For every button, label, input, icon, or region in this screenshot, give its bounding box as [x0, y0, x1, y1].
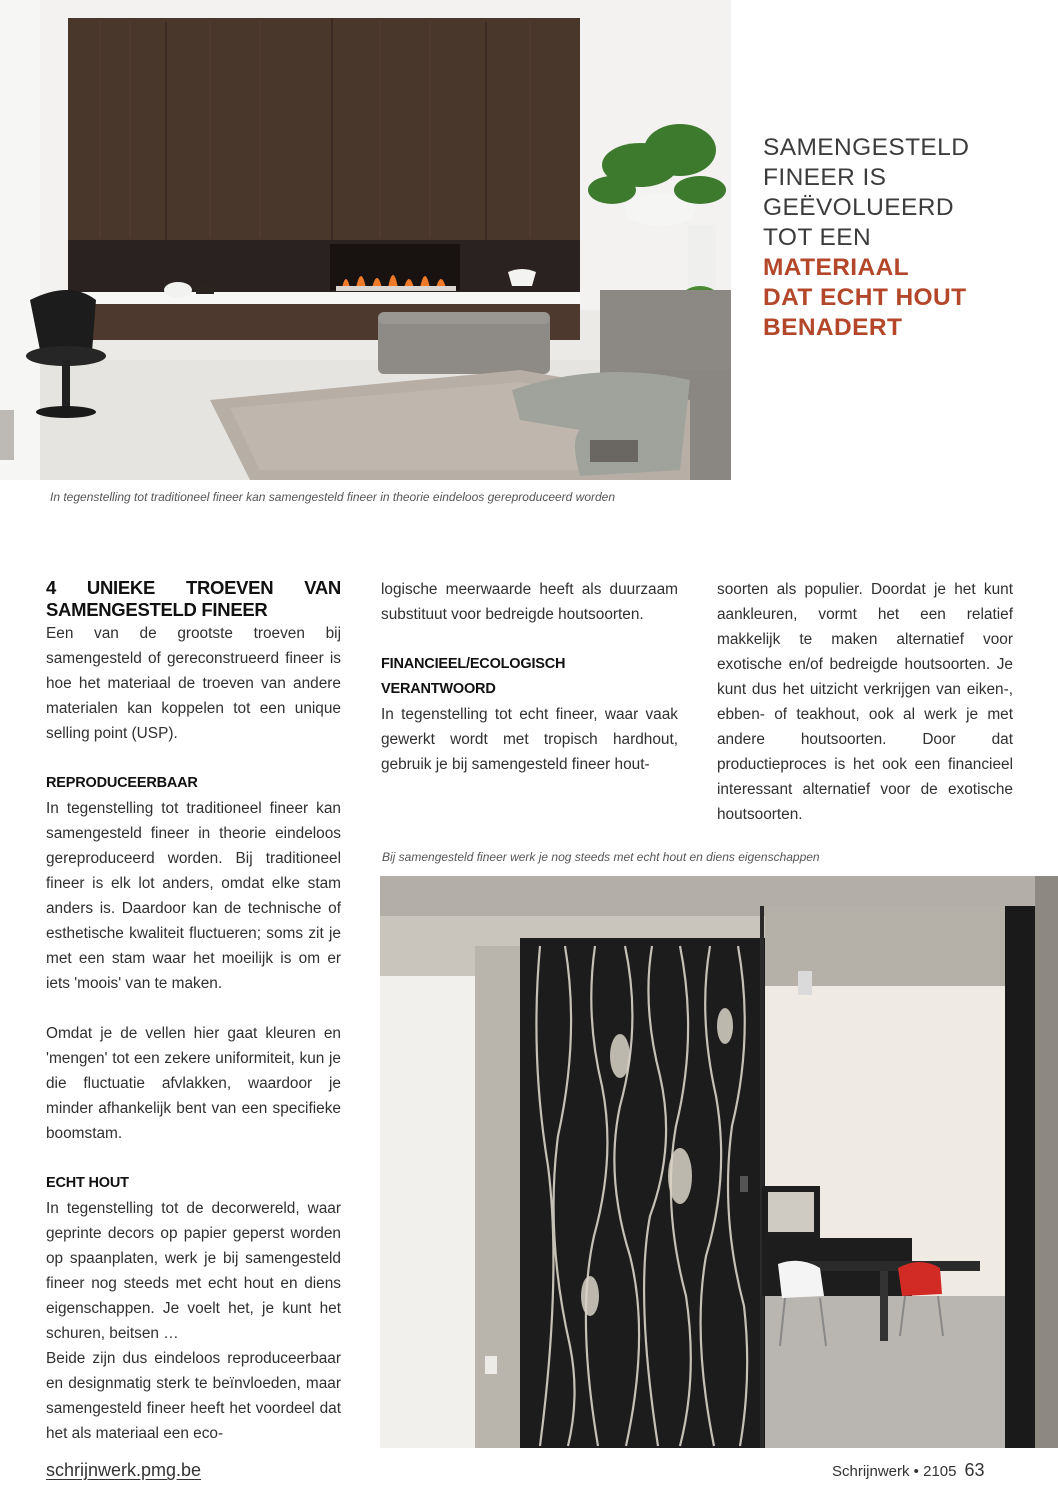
section-paragraph: soorten als populier. Doordat je het kunt aankleuren, vormt het een relatief makkelijk te maken alternatief voor exotische en/of bedreigde houtsoorten. Je kunt dus het uitzicht verkrijgen van eiken-, ebben- of teakhout, ook al werk je met andere houtsoorten. Door dat productieproces is het ook een financieel interessant alternatief voor de exotische houtsoorten. [717, 581, 1013, 823]
pull-quote-accent-line: DAT ECHT HOUT [763, 284, 967, 311]
section-title-financieel: FINANCIEEL/ECOLOGISCH VERANTWOORD [381, 656, 566, 697]
article-column-2 [381, 577, 678, 777]
hero-photo [0, 0, 731, 480]
section-title-reproduceerbaar: REPRODUCEERBAAR [46, 775, 198, 791]
hero-photo-caption: In tegenstelling tot traditioneel fineer kan samengesteld fineer in theorie eindeloos gereproduceerd worden [50, 490, 616, 504]
door-photo [380, 876, 1058, 1448]
section-paragraph: In tegenstelling tot traditioneel fineer kan samengesteld fineer in theorie eindeloos gereproduceerd worden. Bij traditioneel fineer is elk lot anders, omdat elke stam anders is. Daardoor kan de technische of esthetische kwaliteit fluctueren; soms zit je met een stam waar het moeilijk is om er iets 'moois' van te maken. [46, 800, 341, 992]
article-column-1 [46, 577, 341, 1446]
section-paragraph: logische meerwaarde heeft als duurzaam substituut voor bedreigde houtsoorten. [381, 581, 678, 623]
pull-quote-accent-line: BENADERT [763, 314, 903, 341]
footer-website-link[interactable]: schrijnwerk.pmg.be [46, 1460, 202, 1480]
footer-magazine: Schrijnwerk • 2105 [832, 1463, 957, 1480]
pull-quote-line: SAMENGESTELD [763, 134, 970, 161]
article-intro: Een van de grootste troeven bij samengesteld of gereconstrueerd fineer is hoe het materiaal de troeven van andere materialen kan koppelen tot een unique selling point (USP). [46, 625, 341, 742]
pull-quote-line: GEËVOLUEERD [763, 194, 954, 221]
pull-quote-line: TOT EEN [763, 224, 872, 251]
door-photo-caption: Bij samengesteld fineer werk je nog steeds met echt hout en diens eigenschappen [382, 850, 820, 864]
article-heading: 4 UNIEKE TROEVEN VAN SAMENGESTELD FINEER [46, 577, 341, 620]
section-paragraph: In tegenstelling tot echt fineer, waar vaak gewerkt wordt met tropisch hardhout, gebruik je bij samengesteld fineer hout- [381, 706, 678, 773]
footer-issue [832, 1460, 985, 1481]
page-number: 63 [964, 1460, 985, 1480]
article-column-3 [717, 577, 1013, 827]
section-paragraph: Omdat je de vellen hier gaat kleuren en 'mengen' tot een zekere uniformiteit, kun je die fluctuatie afvlakken, waardoor je minder afhankelijk bent van een specifieke boomstam. [46, 1025, 341, 1142]
section-paragraph: In tegenstelling tot de decorwereld, waar geprinte decors op papier geperst worden op spaanplaten, werk je bij samengesteld fineer nog steeds met echt hout en diens eigenschappen. Je voelt het, je kunt het schuren, beitsen … [46, 1200, 341, 1342]
pull-quote [763, 133, 1033, 343]
section-title-echt-hout: ECHT HOUT [46, 1175, 129, 1191]
pull-quote-accent-line: MATERIAAL [763, 254, 910, 281]
pull-quote-line: FINEER IS [763, 164, 887, 191]
section-paragraph: Beide zijn dus eindeloos reproduceerbaar en designmatig sterk te beïnvloeden, maar samengesteld fineer heeft het voordeel dat het als materiaal een eco- [46, 1350, 341, 1442]
